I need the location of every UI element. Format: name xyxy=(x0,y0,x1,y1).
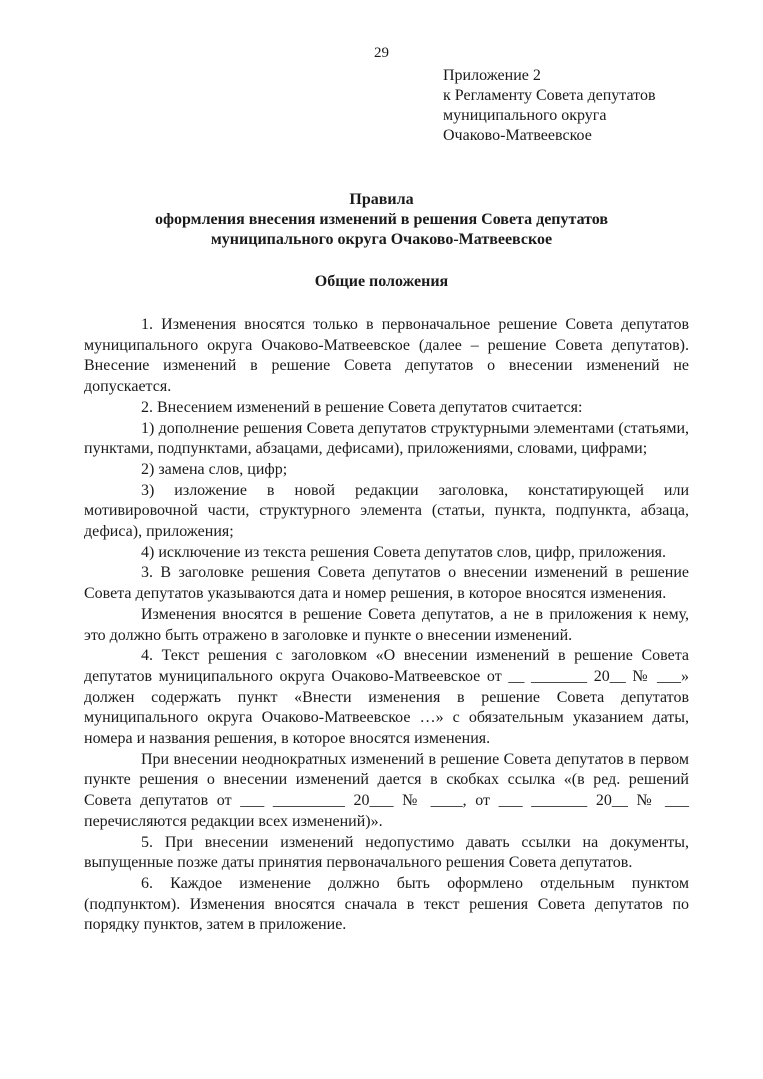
document-title xyxy=(0,190,763,250)
appendix-reference xyxy=(443,66,656,146)
paragraph: 2. Внесением изменений в решение Совета депутатов считается: xyxy=(141,398,583,416)
paragraph: 3) изложение в новой редакции заголовка, констатирующей или мотивировочной части, структурного элемента (статьи, пункта, подпункта, абзаца, дефиса), приложения; xyxy=(84,481,689,541)
paragraph: При внесении неоднократных изменений в решение Совета депутатов в первом пункте решения о внесении изменений дается в скобках ссылка «(в ред. решений Совета депутатов от ___ _________ 20___ № ____, от ___ _______ 20__ № ___ перечисляются редакции всех изменений)». xyxy=(84,750,689,830)
title-line: Правила xyxy=(349,191,414,208)
appendix-line: Очаково-Матвеевское xyxy=(443,127,592,144)
paragraph: 1. Изменения вносятся только в первоначальное решение Совета депутатов муниципального округа Очаково-Матвеевское (далее – решение Совета депутатов). Внесение изменений в решение Совета депутатов о внесении изменений не допускается. xyxy=(84,316,689,396)
paragraph: 2) замена слов, цифр; xyxy=(141,460,288,478)
appendix-line: Приложение 2 xyxy=(443,67,541,84)
paragraph: 3. В заголовке решения Совета депутатов о внесении изменений в решение Совета депутатов указываются дата и номер решения, в которое вносятся изменения. xyxy=(84,564,689,603)
paragraph: 5. При внесении изменений недопустимо давать ссылки на документы, выпущенные позже даты принятия первоначального решения Совета депутатов. xyxy=(84,833,689,872)
paragraph: 4. Текст решения с заголовком «О внесении изменений в решение Совета депутатов муниципального округа Очаково-Матвеевское от __ _______ 20__ № ___» должен содержать пункт «Внести изменения в решение Совета депутатов муниципального округа Очаково-Матвеевское …» с обязательным указанием даты, номера и названия решения, в которое вносятся изменения. xyxy=(84,647,689,748)
paragraph: 4) исключение из текста решения Совета депутатов слов, цифр, приложения. xyxy=(141,543,667,561)
title-line: оформления внесения изменений в решения Совета депутатов xyxy=(154,211,609,228)
document-body xyxy=(84,315,689,936)
title-line: муниципального округа Очаково-Матвеевское xyxy=(210,231,553,248)
page-number: 29 xyxy=(374,45,389,61)
appendix-line: муниципального округа xyxy=(443,107,607,124)
appendix-line: к Регламенту Совета депутатов xyxy=(443,87,656,104)
paragraph: 6. Каждое изменение должно быть оформлено отдельным пунктом (подпунктом). Изменения вносятся сначала в текст решения Совета депутатов по порядку пунктов, затем в приложение. xyxy=(84,874,689,934)
paragraph: Изменения вносятся в решение Совета депутатов, а не в приложения к нему, это должно быть отражено в заголовке и пункте о внесении изменений. xyxy=(84,605,689,644)
section-heading: Общие положения xyxy=(314,273,449,290)
paragraph: 1) дополнение решения Совета депутатов структурными элементами (статьями, пунктами, подпунктами, абзацами, дефисами), приложениями, словами, цифрами; xyxy=(84,419,689,458)
